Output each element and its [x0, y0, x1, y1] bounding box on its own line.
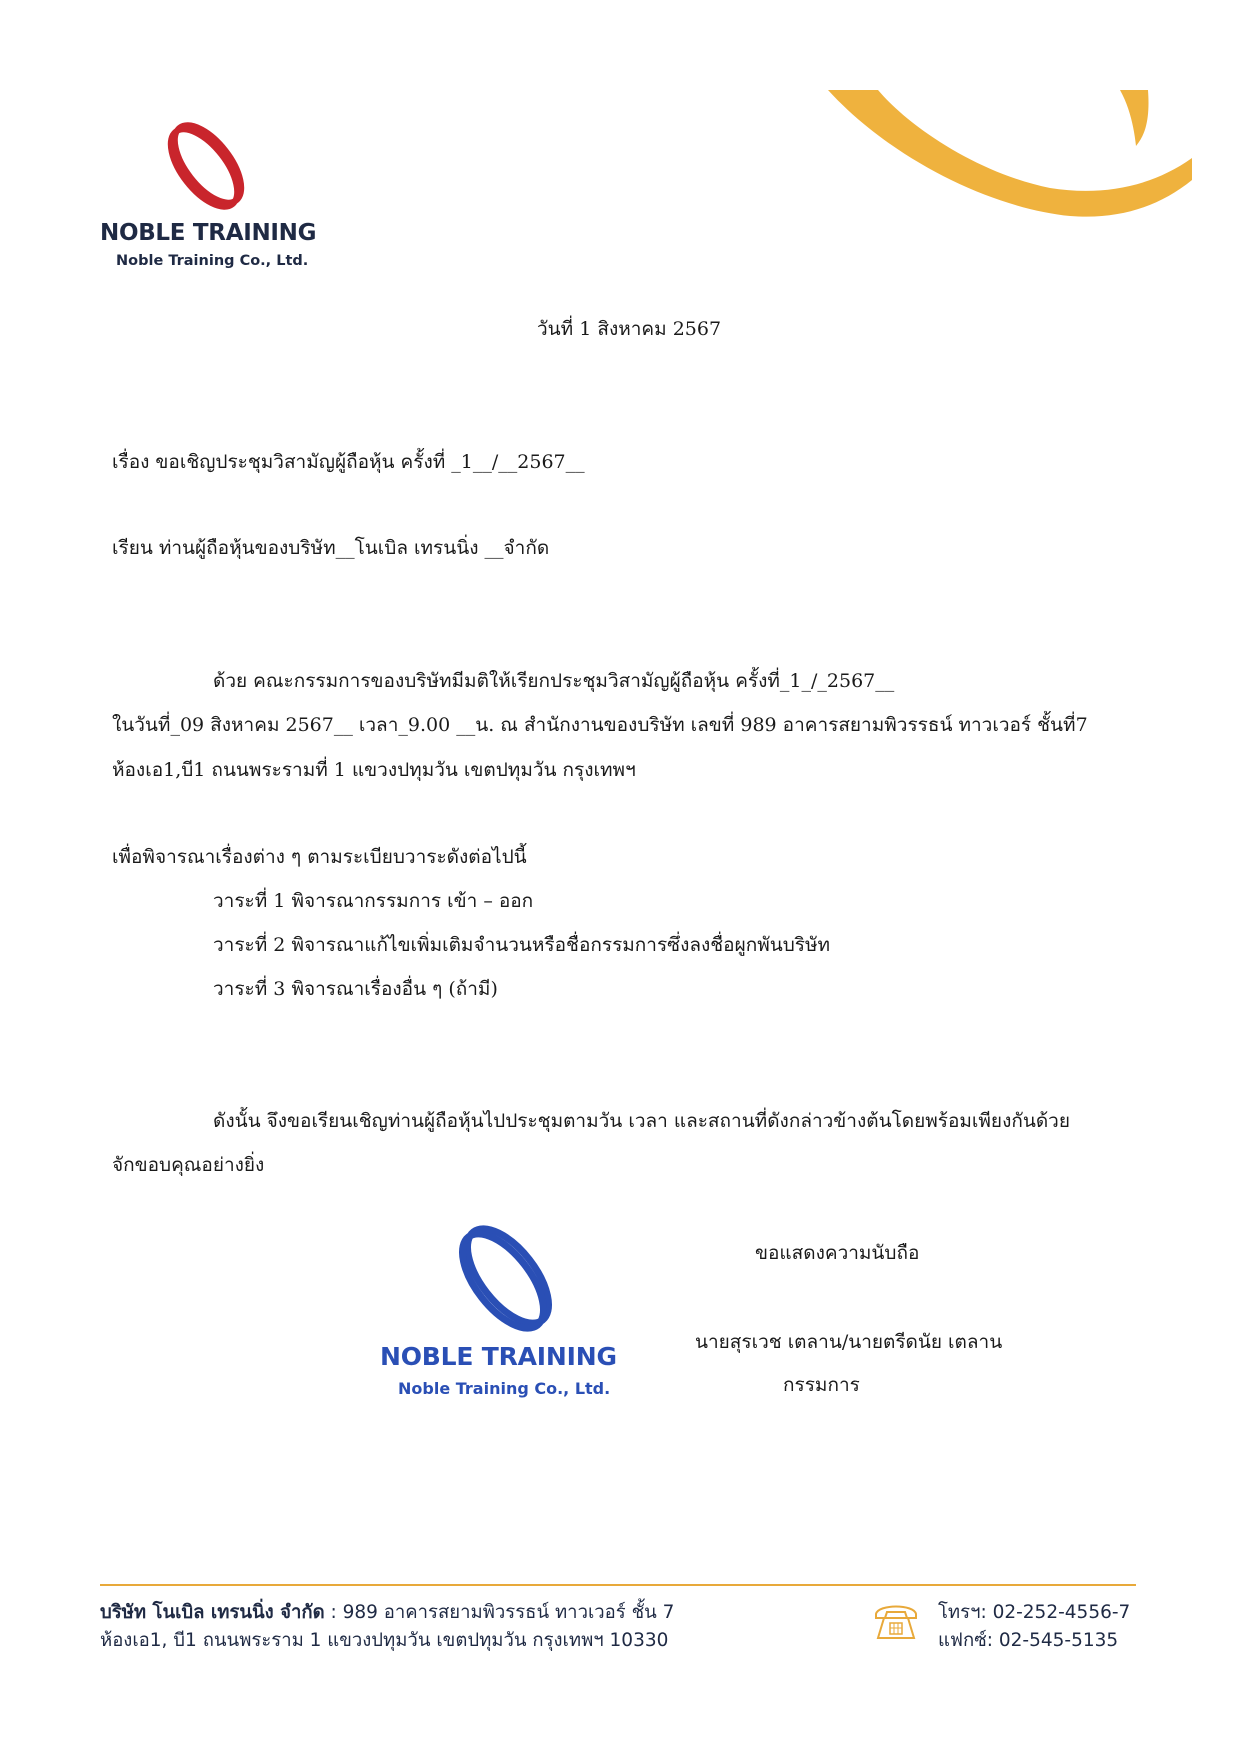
footer-address-line — [100, 1598, 674, 1627]
footer-company-name: บริษัท โนเบิล เทรนนิ่ง จำกัด — [100, 1602, 325, 1623]
stamp-subtitle: Noble Training Co., Ltd. — [398, 1379, 611, 1398]
company-stamp-icon — [448, 1218, 568, 1338]
footer-divider — [100, 1584, 1136, 1586]
signer-title: กรรมการ — [783, 1374, 860, 1396]
noble-training-logo-icon — [158, 116, 258, 216]
agenda-item: วาระที่ 3 พิจารณาเรื่องอื่น ๆ (ถ้ามี) — [213, 978, 498, 1000]
body-paragraph-line: ด้วย คณะกรรมการของบริษัทมีมติให้เรียกประชุมวิสามัญผู้ถือหุ้น ครั้งที่_1_/_2567__ — [213, 670, 895, 692]
footer-address-line: ห้องเอ1, บี1 ถนนพระราม 1 แขวงปทุมวัน เขตปทุมวัน กรุงเทพฯ 10330 — [100, 1630, 669, 1651]
logo-subtitle: Noble Training Co., Ltd. — [116, 253, 309, 269]
closing-paragraph-line: ดังนั้น จึงขอเรียนเชิญท่านผู้ถือหุ้นไปประชุมตามวัน เวลา และสถานที่ดังกล่าวข้างต้นโดยพร้อมเพียงกันด้วย — [213, 1110, 1070, 1132]
agenda-intro: เพื่อพิจารณาเรื่องต่าง ๆ ตามระเบียบวาระดังต่อไปนี้ — [112, 846, 527, 868]
footer-fax: แฟกซ์: 02-545-5135 — [938, 1630, 1119, 1651]
agenda-item: วาระที่ 2 พิจารณาแก้ไขเพิ่มเติมจำนวนหรือชื่อกรรมการซึ่งลงชื่อผูกพันบริษัท — [213, 934, 831, 956]
letter-date: วันที่ 1 สิงหาคม 2567 — [537, 318, 722, 340]
closing-regards: ขอแสดงความนับถือ — [755, 1242, 920, 1264]
decorative-swoosh-icon — [820, 88, 1210, 238]
agenda-item: วาระที่ 1 พิจารณากรรมการ เข้า – ออก — [213, 890, 534, 912]
letter-recipient: เรียน ท่านผู้ถือหุ้นของบริษัท__โนเบิล เทรนนิ่ง __จำกัด — [112, 537, 550, 559]
signer-name: นายสุรเวช เตลาน/นายตรีดนัย เตลาน — [695, 1331, 1003, 1353]
stamp-title: NOBLE TRAINING — [380, 1342, 617, 1371]
logo-title: NOBLE TRAINING — [100, 220, 317, 246]
footer-address: : 989 อาคารสยามพิวรรธน์ ทาวเวอร์ ชั้น 7 — [324, 1602, 675, 1623]
body-paragraph-line: ในวันที่_09 สิงหาคม 2567__ เวลา_9.00 __น. ณ สำนักงานของบริษัท เลขที่ 989 อาคารสยามพิวรรธน์ ทาวเวอร์ ชั้นที่7 — [112, 714, 1088, 736]
footer-phone: โทรฯ: 02-252-4556-7 — [938, 1602, 1131, 1623]
telephone-icon — [872, 1598, 920, 1642]
body-paragraph-line: ห้องเอ1,บี1 ถนนพระรามที่ 1 แขวงปทุมวัน เขตปทุมวัน กรุงเทพฯ — [112, 759, 636, 781]
closing-paragraph-line: จักขอบคุณอย่างยิ่ง — [112, 1154, 265, 1176]
letter-subject: เรื่อง ขอเชิญประชุมวิสามัญผู้ถือหุ้น ครั้งที่ _1__/__2567__ — [112, 451, 585, 473]
